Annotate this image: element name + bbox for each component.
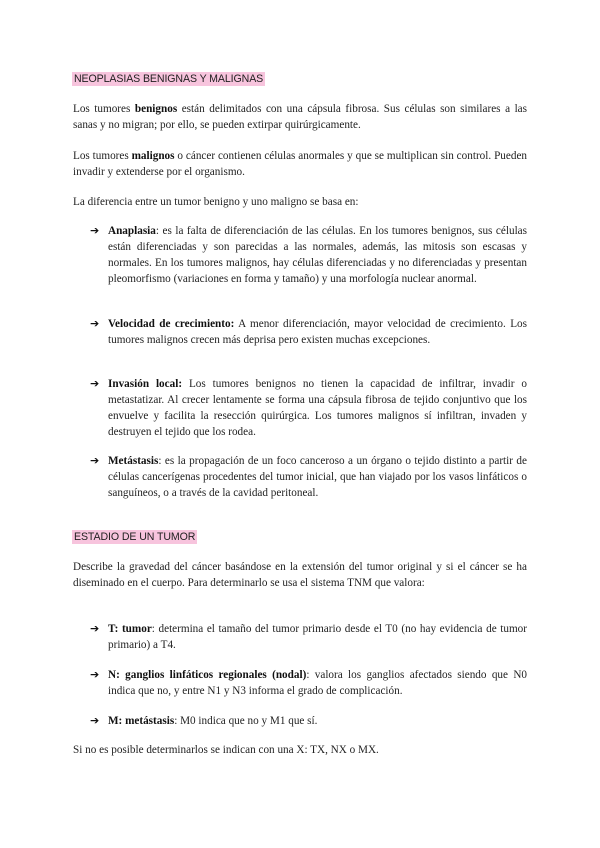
arrow-right-icon: ➔: [90, 714, 100, 727]
paragraph-estadio: Describe la gravedad del cáncer basándose en la extensión del tumor original y si el cáncer se ha diseminado en el cuerpo. Para determinarlo se usa el sistema TNM que valora:: [73, 561, 527, 589]
section-heading-neoplasias: NEOPLASIAS BENIGNAS Y MALIGNAS: [74, 73, 264, 85]
list-item-metastasis-tnm: ➔ M: metástasis: M0 indica que no y M1 que sí.: [90, 714, 318, 727]
arrow-right-icon: ➔: [90, 454, 100, 467]
arrow-right-icon: ➔: [90, 317, 100, 330]
list-item-invasion: ➔ Invasión local: Los tumores benignos no tienen la capacidad de infiltrar, invadir o metastatizar. Al crecer lentamente se forma una cápsula fibrosa de tejido conjuntivo que los envuelve y facilita la resección quirúrgica. Los tumores malignos sí infiltran, invaden y destruyen el tejido que los rodea.: [90, 377, 527, 438]
paragraph-diferencia: La diferencia entre un tumor benigno y uno maligno se basa en:: [73, 196, 359, 208]
arrow-right-icon: ➔: [90, 622, 100, 635]
arrow-right-icon: ➔: [90, 377, 100, 390]
list-item-tumor: ➔ T: tumor: determina el tamaño del tumor primario desde el T0 (no hay evidencia de tumor primario) a T4.: [90, 622, 528, 651]
arrow-right-icon: ➔: [90, 224, 100, 237]
list-item-anaplasia: ➔ Anaplasia: es la falta de diferenciación de las células. En los tumores benignos, sus células están diferenciadas y son parecidas a las normales, además, las mitosis son escasas y normales. En los tumores malignos, hay células diferenciadas y no diferenciadas y presentan pleomorfismo (variaciones en forma y tamaño) y una morfología nuclear anormal.: [90, 224, 527, 285]
list-item-ganglios: ➔ N: ganglios linfáticos regionales (nodal): valora los ganglios afectados siendo que N0 indica que no, y entre N1 y N3 informa el grado de complicación.: [90, 668, 527, 697]
list-item-velocidad: ➔ Velocidad de crecimiento: A menor diferenciación, mayor velocidad de crecimiento. Los tumores malignos crecen más deprisa pero existen muchas excepciones.: [90, 317, 527, 346]
list-item-metastasis: ➔ Metástasis: es la propagación de un foco canceroso a un órgano o tejido distinto a partir de células cancerígenas procedentes del tumor inicial, que han viajado por los vasos linfáticos o sanguíneos, o a través de la cavidad peritoneal.: [90, 454, 527, 499]
paragraph-malignos: Los tumores malignos o cáncer contienen células anormales y que se multiplican sin control. Pueden invadir y extenderse por el organismo.: [73, 150, 527, 178]
paragraph-closing: Si no es posible determinarlos se indican con una X: TX, NX o MX.: [73, 744, 379, 756]
section-heading-estadio: ESTADIO DE UN TUMOR: [74, 531, 196, 543]
arrow-right-icon: ➔: [90, 668, 100, 681]
paragraph-benignos: Los tumores benignos están delimitados con una cápsula fibrosa. Sus células son similares a las sanas y no migran; por ello, se pueden extirpar quirúrgicamente.: [73, 103, 527, 131]
